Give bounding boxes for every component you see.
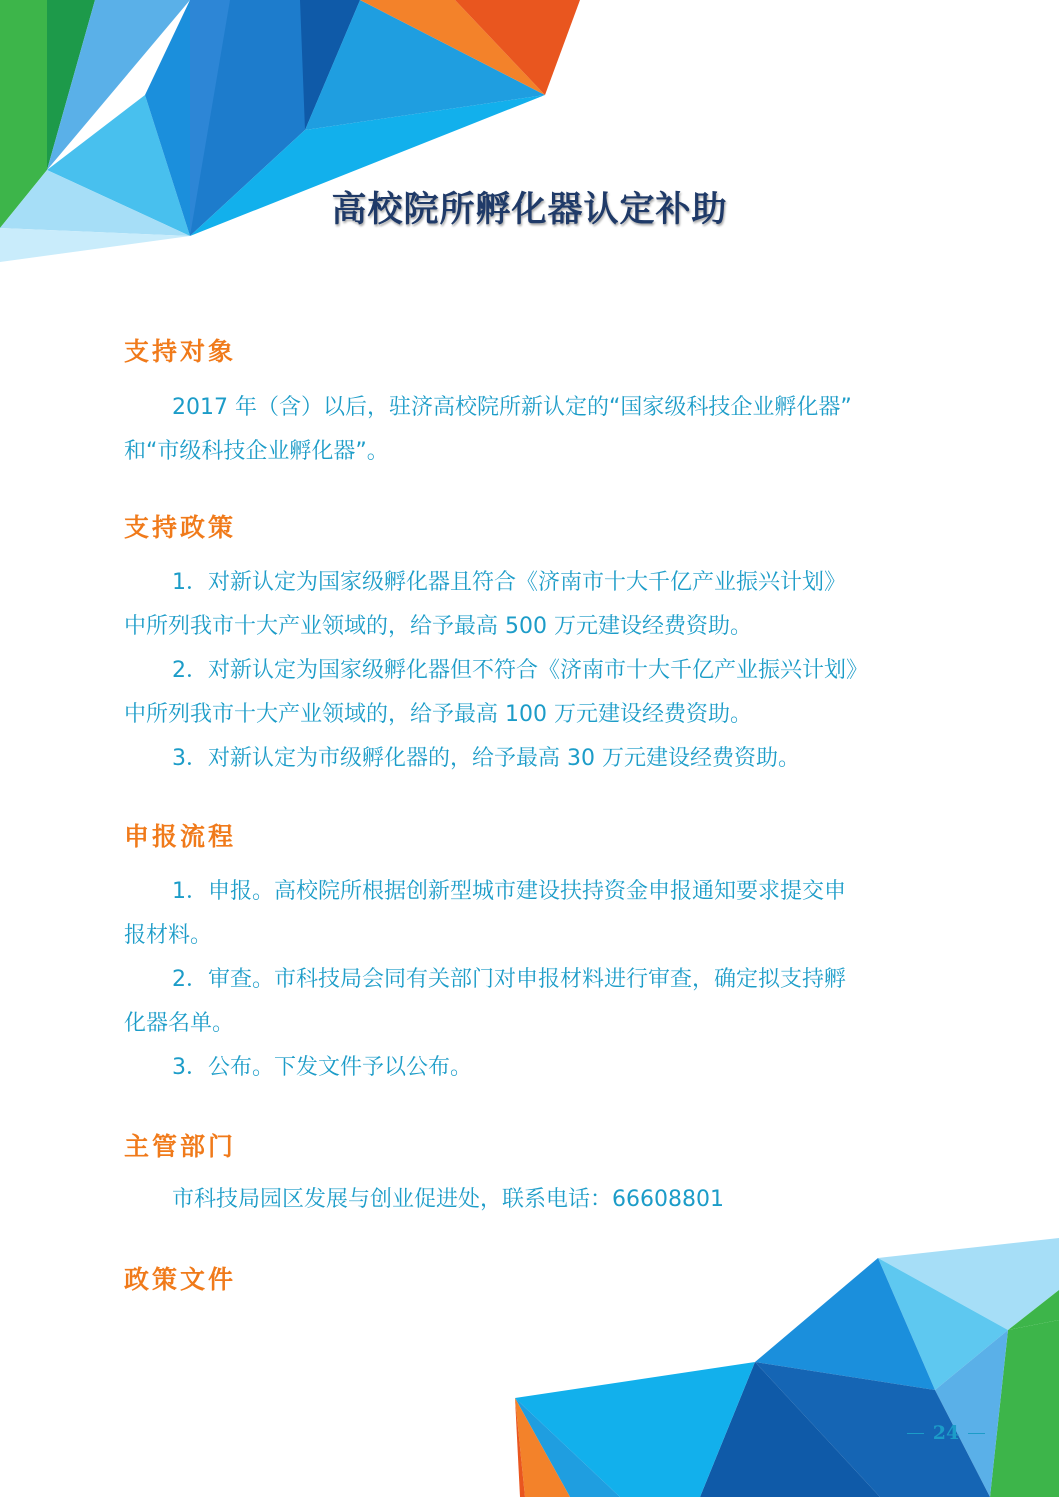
- section-heading-competent-department: 主管部门: [124, 1132, 237, 1161]
- text-line: 1．申报。高校院所根据创新型城市建设扶持资金申报通知要求提交申: [172, 879, 846, 904]
- section-body-support-policy: [124, 561, 944, 781]
- section-body-competent-department: [124, 1178, 944, 1222]
- section-body-application-process: [124, 870, 944, 1090]
- text-line: 3．公布。下发文件予以公布。: [172, 1055, 472, 1080]
- text-line: 中所列我市十大产业领域的，给予最高 500 万元建设经费资助。: [124, 614, 752, 639]
- text-line: 化器名单。: [124, 1011, 235, 1036]
- text-line: 2017 年（含）以后，驻济高校院所新认定的“国家级科技企业孵化器”: [172, 395, 852, 420]
- section-heading-application-process: 申报流程: [124, 822, 237, 851]
- page-number-value: 24: [932, 1422, 960, 1444]
- contact-line: 市科技局园区发展与创业促进处，联系电话：66608801: [172, 1187, 724, 1212]
- text-line: 1．对新认定为国家级孵化器且符合《济南市十大千亿产业振兴计划》: [172, 570, 846, 595]
- section-heading-support-policy: 支持政策: [124, 513, 237, 542]
- page-title: 高校院所孵化器认定补助: [331, 190, 728, 230]
- text-line: 2．对新认定为国家级孵化器但不符合《济南市十大千亿产业振兴计划》: [172, 658, 868, 683]
- section-heading-policy-documents: 政策文件: [124, 1265, 237, 1294]
- section-body-support-target: [124, 386, 944, 474]
- page-number-dash-left: [907, 1433, 924, 1434]
- text-line: 3．对新认定为市级孵化器的，给予最高 30 万元建设经费资助。: [172, 746, 800, 771]
- text-line: 报材料。: [124, 923, 213, 948]
- text-line: 和“市级科技企业孵化器”。: [124, 439, 389, 464]
- text-line: 2．审查。市科技局会同有关部门对申报材料进行审查，确定拟支持孵: [172, 967, 846, 992]
- section-heading-support-target: 支持对象: [124, 337, 237, 366]
- text-line: 中所列我市十大产业领域的，给予最高 100 万元建设经费资助。: [124, 702, 752, 727]
- page-number: [898, 1418, 994, 1448]
- page-number-dash-right: [968, 1433, 985, 1434]
